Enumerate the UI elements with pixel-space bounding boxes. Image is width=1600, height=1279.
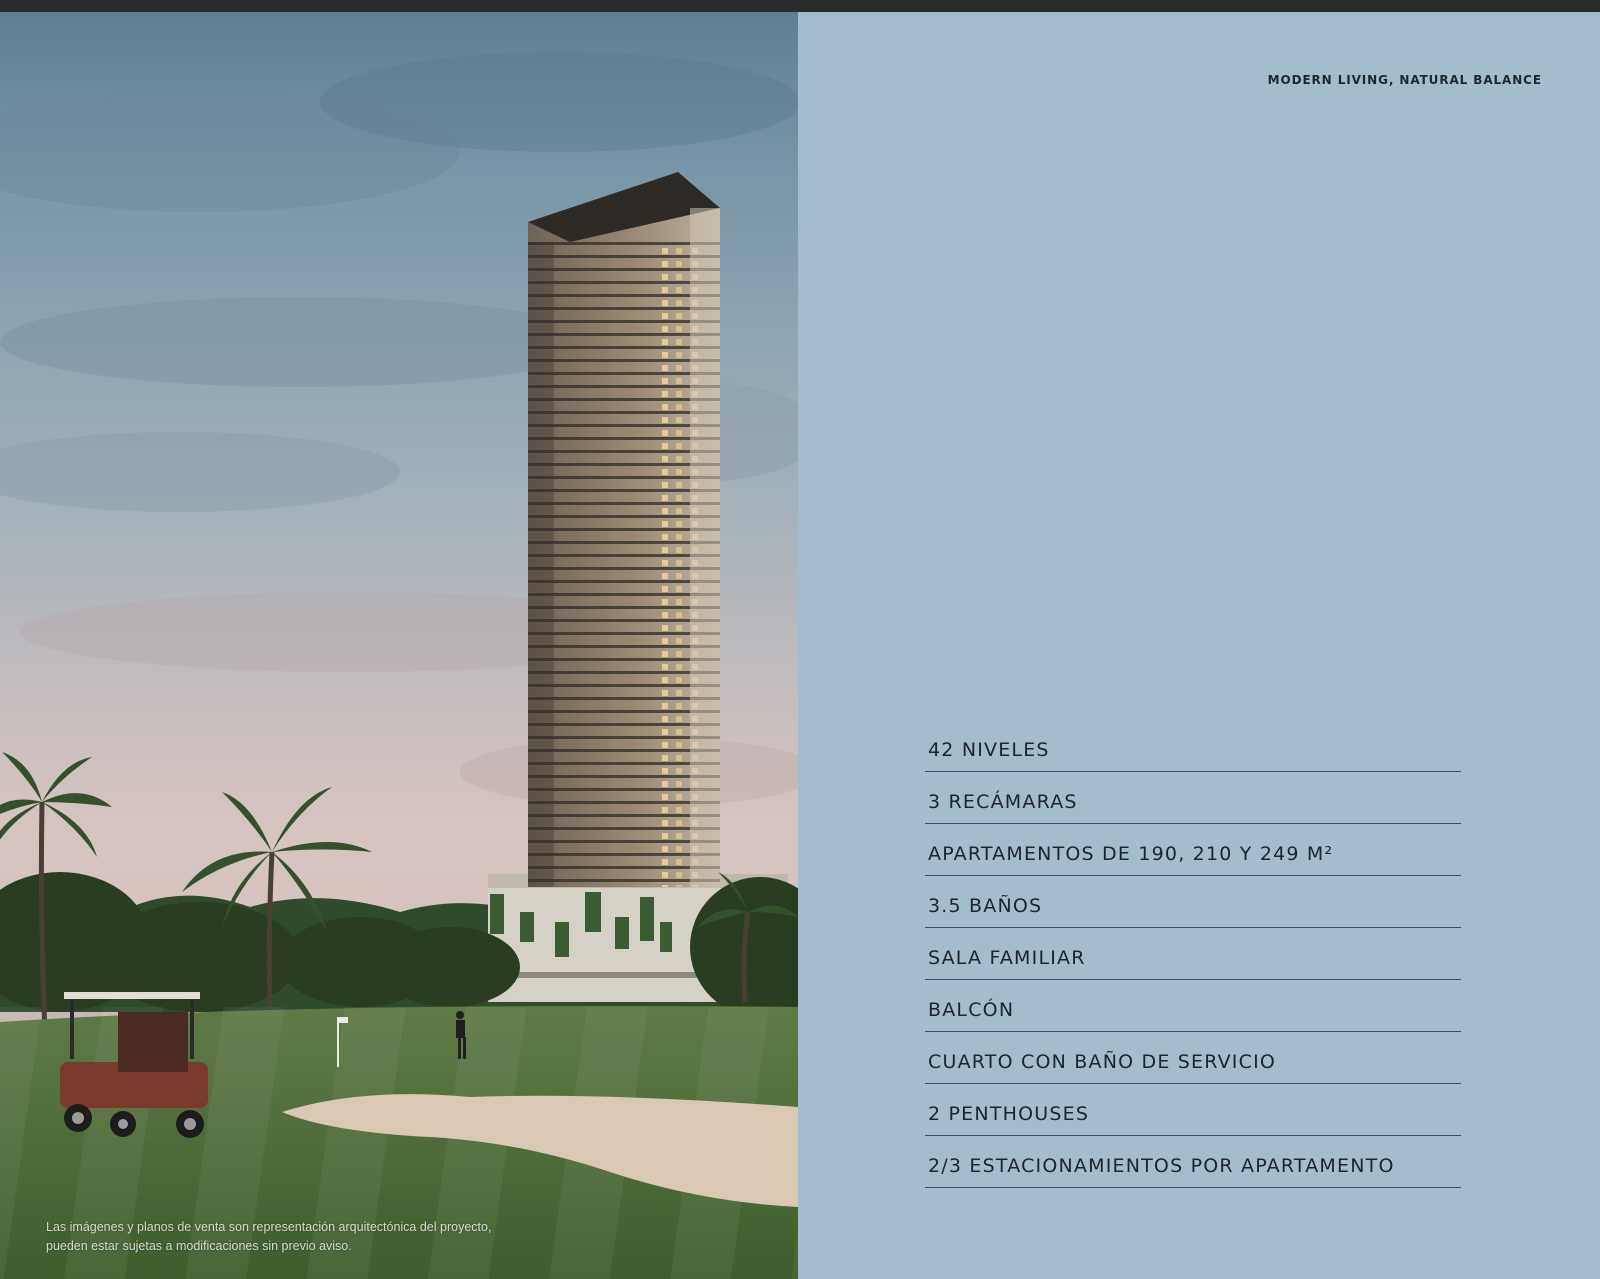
feature-levels: 42 NIVELES xyxy=(925,722,1461,772)
tagline: MODERN LIVING, NATURAL BALANCE xyxy=(1267,73,1542,87)
feature-balcony: BALCÓN xyxy=(925,982,1461,1032)
feature-apartment-sizes: APARTAMENTOS DE 190, 210 Y 249 M² xyxy=(925,826,1461,876)
tower-rendering-image xyxy=(0,12,798,1279)
legal-disclaimer xyxy=(46,1218,686,1256)
top-bar xyxy=(0,0,1600,12)
feature-service-room: CUARTO CON BAÑO DE SERVICIO xyxy=(925,1034,1461,1084)
feature-bathrooms: 3.5 BAÑOS xyxy=(925,878,1461,928)
feature-parking: 2/3 ESTACIONAMIENTOS POR APARTAMENTO xyxy=(925,1138,1461,1188)
feature-list xyxy=(925,722,1461,1190)
feature-family-room: SALA FAMILIAR xyxy=(925,930,1461,980)
disclaimer-line-2: pueden estar sujetas a modificaciones sin previo aviso. xyxy=(46,1239,352,1253)
feature-penthouses: 2 PENTHOUSES xyxy=(925,1086,1461,1136)
feature-bedrooms: 3 RECÁMARAS xyxy=(925,774,1461,824)
brochure-spread xyxy=(0,12,1600,1279)
tower-scene-illustration xyxy=(0,12,798,1279)
disclaimer-line-1: Las imágenes y planos de venta son representación arquitectónica del proyecto, xyxy=(46,1220,492,1234)
features-panel xyxy=(798,12,1600,1279)
